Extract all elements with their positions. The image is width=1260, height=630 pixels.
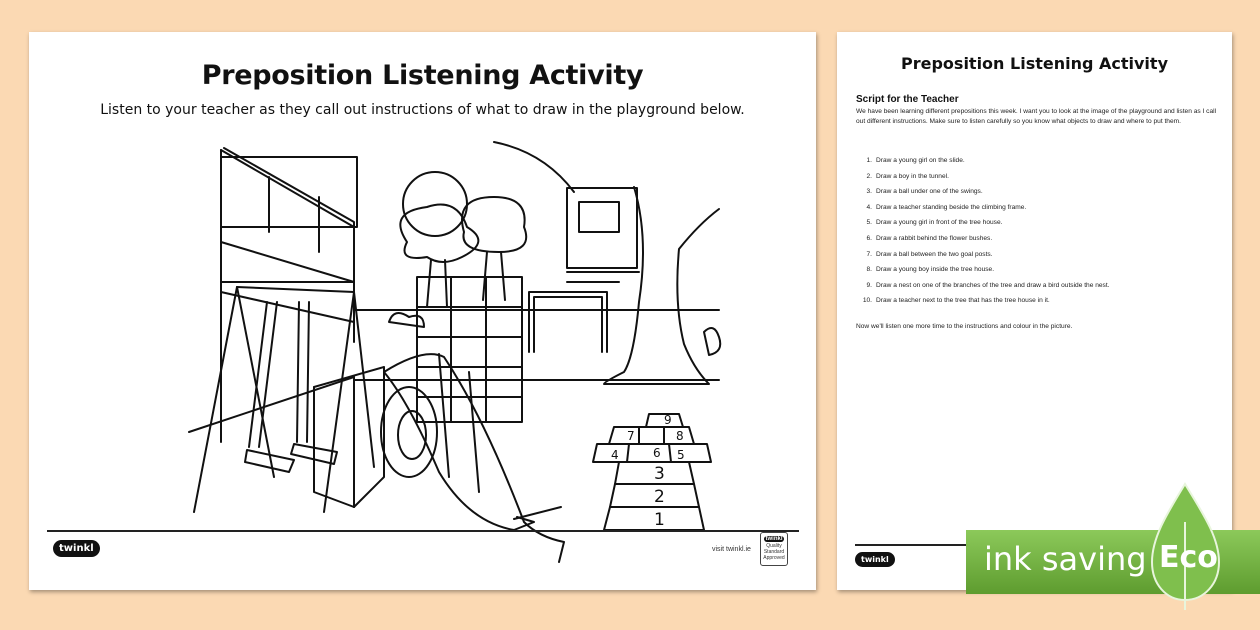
- activity-instruction: Listen to your teacher as they call out instructions of what to draw in the playground below.: [100, 102, 745, 118]
- instruction-number: 1.: [866, 157, 872, 164]
- hopscotch-number: 6: [653, 446, 661, 460]
- instruction-text: Draw a nest on one of the branches of the tree and draw a bird outside the nest.: [876, 281, 1110, 289]
- playground-illustration: [149, 132, 719, 530]
- hopscotch-number: 2: [654, 487, 665, 507]
- instruction-item: [856, 203, 1218, 219]
- instruction-text: Draw a young girl on the slide.: [876, 157, 965, 164]
- instruction-text: Draw a teacher next to the tree that has the tree house in it.: [876, 297, 1050, 305]
- hopscotch-number: 9: [664, 413, 672, 427]
- instruction-number: 3.: [866, 188, 872, 196]
- visit-link-text: visit twinkl.ie: [712, 546, 751, 553]
- instruction-item: [856, 156, 1218, 172]
- instruction-item: [856, 218, 1218, 234]
- instruction-text: Draw a young girl in front of the tree house.: [876, 219, 1003, 227]
- script-outro: Now we'll listen one more time to the instructions and colour in the picture.: [856, 323, 1073, 330]
- instruction-item: [856, 234, 1218, 250]
- quality-badge: [760, 532, 788, 566]
- instruction-item: [856, 281, 1218, 297]
- page-title: Preposition Listening Activity: [201, 60, 644, 91]
- instruction-item: [856, 172, 1218, 188]
- instruction-item: [856, 296, 1218, 312]
- activity-sheet: [29, 32, 816, 590]
- instruction-text: Draw a ball between the two goal posts.: [876, 250, 993, 258]
- footer-rule: [47, 530, 799, 532]
- instruction-number: 4.: [866, 203, 872, 211]
- instruction-number: 8.: [866, 266, 872, 274]
- instruction-number: 2.: [866, 172, 872, 180]
- hopscotch-number: 8: [676, 429, 684, 443]
- script-intro: We have been learning different prepositions this week. I want you to look at the image of the playground and listen as I call out different instructions. Make sure to listen carefully so you know what objects to draw and where to put them.: [856, 108, 1217, 125]
- script-page-title: Preposition Listening Activity: [901, 54, 1168, 73]
- instruction-number: 9.: [866, 281, 872, 289]
- hopscotch-number: 4: [611, 448, 619, 462]
- hopscotch-number: 3: [654, 464, 665, 484]
- twinkl-logo: twinkl: [855, 552, 895, 567]
- hopscotch-number: 7: [627, 429, 635, 443]
- instruction-number: 5.: [866, 219, 872, 227]
- instruction-text: Draw a ball under one of the swings.: [876, 188, 983, 196]
- eco-label: Eco: [1159, 540, 1218, 575]
- twinkl-logo: twinkl: [53, 540, 100, 557]
- instruction-text: Draw a teacher standing beside the climbing frame.: [876, 203, 1027, 211]
- instruction-item: [856, 187, 1218, 203]
- script-heading: Script for the Teacher: [856, 94, 959, 105]
- hopscotch-number: 5: [677, 448, 685, 462]
- instruction-number: 10.: [862, 297, 872, 305]
- ink-saving-label: ink saving: [984, 540, 1147, 578]
- hopscotch-number: 1: [654, 510, 665, 530]
- instruction-number: 6.: [866, 234, 872, 242]
- instruction-number: 7.: [866, 250, 872, 258]
- badge-logo: twinkl: [765, 536, 783, 542]
- instruction-text: Draw a young boy inside the tree house.: [876, 266, 995, 274]
- instruction-text: Draw a boy in the tunnel.: [876, 172, 949, 180]
- instruction-item: [856, 250, 1218, 266]
- instruction-text: Draw a rabbit behind the flower bushes.: [876, 234, 993, 242]
- instruction-item: [856, 265, 1218, 281]
- badge-text: Quality Standard Approved: [763, 543, 785, 561]
- instruction-list: [856, 156, 1218, 312]
